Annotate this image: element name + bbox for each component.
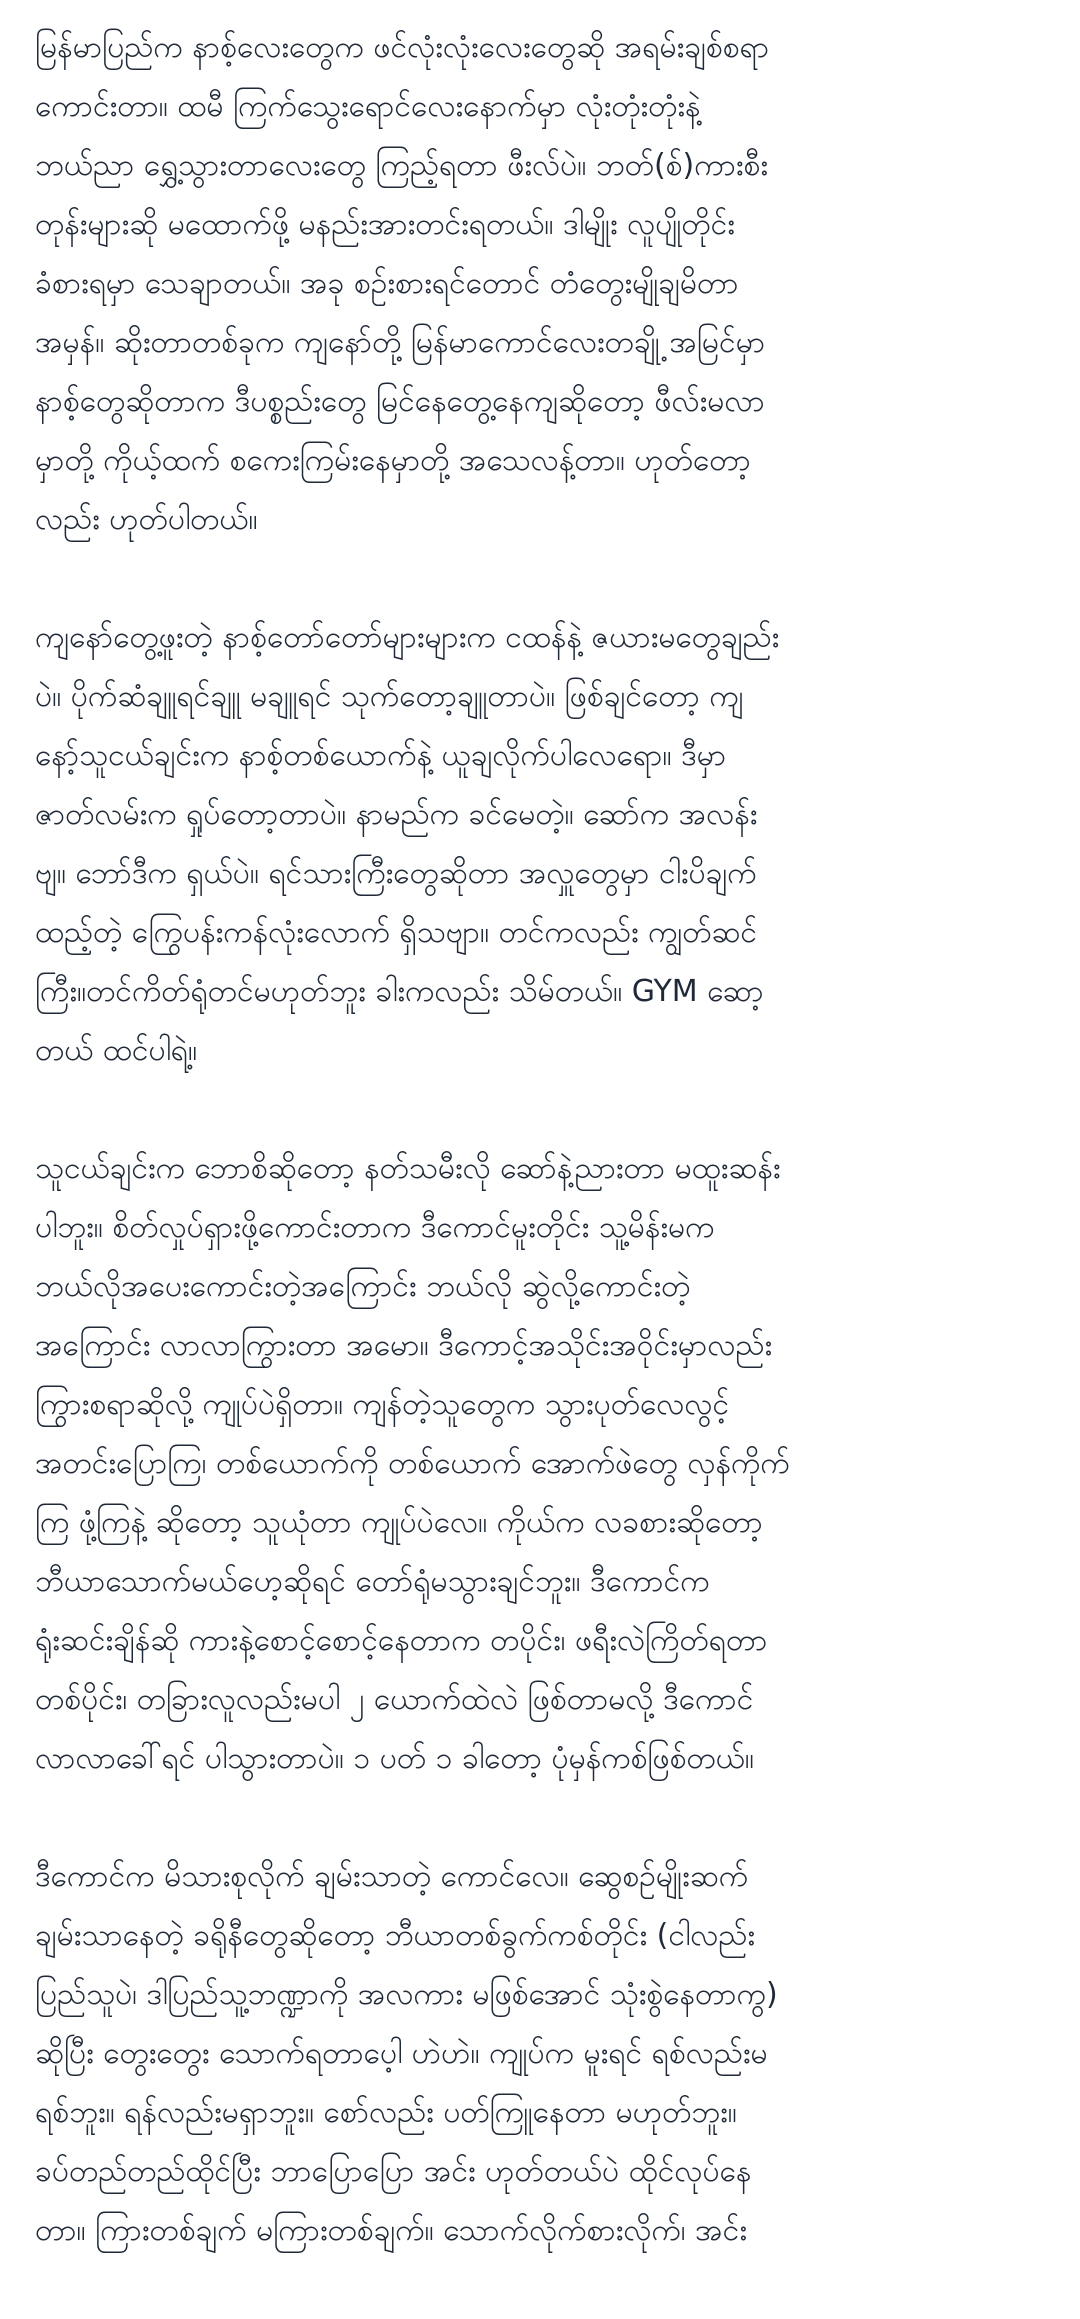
article-paragraph-4: ဒီကောင်က မိသားစုလိုက် ချမ်းသာတဲ့ ကောင်လေ။ ဆွေစဉ်မျိုးဆက် ချမ်းသာနေတဲ့ ခရိုနီတွေဆိုတော့ ဘီယာတစ်ခွက်ကစ်တိုင်း (ငါလည်း ပြည်သူပဲ၊ ဒါပြည်သူ့ဘဏ္ဍာကို အလကား မဖြစ်အောင် သုံးစွဲနေတာကွ) ဆိုပြီး တွေးတွေး သောက်ရတာပေ့ါ ဟဲဟဲ။ ကျုပ်က မူးရင် ရစ်လည်းမ ရစ်ဘူး။ ရန်လည်းမရှာဘူး။ စော်လည်း ပတ်ကြူနေတာ မဟုတ်ဘူး။ ခပ်တည်တည်ထိုင်ပြီး ဘာပြောပြော အင်း ဟုတ်တယ်ပဲ ထိုင်လုပ်နေ တာ။ ကြားတစ်ချက် မကြားတစ်ချက်။ သောက်လိုက်စားလိုက်၊ အင်း bbox=[35, 1859, 778, 2248]
article-body bbox=[35, 18, 1050, 2319]
article-paragraph-1: မြန်မာပြည်က နာစ့်လေးတွေက ဖင်လုံးလုံးလေးတွေဆို အရမ်းချစ်စရာ ကောင်းတာ။ ထမီ ကြက်သွေးရောင်လေးနောက်မှာ လုံးတုံးတုံးနဲ့ ဘယ်ညာ ရွှေ့သွားတာလေးတွေ ကြည့်ရတာ ဖီးလ်ပဲ။ ဘတ်(စ်)ကားစီး တုန်းများဆို မထောက်ဖို့ မနည်းအားတင်းရတယ်။ ဒါမျိုး လူပျိုတိုင်း ခံစားရမှာ သေချာတယ်။ အခု စဉ်းစားရင်တောင် တံတွေးမျိုချမိတာ အမှန်။ ဆိုးတာတစ်ခုက ကျနော်တို့ မြန်မာကောင်လေးတချို့ အမြင်မှာ နာစ့်တွေဆိုတာက ဒီပစ္စည်းတွေ မြင်နေတွေ့နေကျဆိုတော့ ဖီလ်းမလာ မှာတို့ ကိုယ့်ထက် စကေးကြမ်းနေမှာတို့ အသေလန့်တာ။ ဟုတ်တော့ လည်း ဟုတ်ပါတယ်။ bbox=[35, 30, 770, 537]
article-paragraph-2: ကျနော်တွေ့ဖူးတဲ့ နာစ့်တော်တော်များများက ငထန်နဲ့ ဇယားမတွေချည်း ပဲ။ ပိုက်ဆံချူရင်ချူ မချူရင် သုက်တော့ချူတာပဲ။ ဖြစ်ချင်တော့ ကျ နော့်သူငယ်ချင်းက နာစ့်တစ်ယောက်နဲ့ ယူချလိုက်ပါလေရော။ ဒီမှာ ဇာတ်လမ်းက ရှုပ်တော့တာပဲ။ နာမည်က ခင်မေတဲ့။ ဆော်က အလန်း ဗျ။ ဘော်ဒီက ရှယ်ပဲ။ ရင်သားကြီးတွေဆိုတာ အလှူတွေမှာ ငါးပိချက် ထည့်တဲ့ ကြွေပန်းကန်လုံးလောက် ရှိသဗျာ။ တင်ကလည်း ကျွတ်ဆင် ကြီး။တင်ကိတ်ရုံတင်မဟုတ်ဘူး ခါးကလည်း သိမ်တယ်။ GYM ဆော့ တယ် ထင်ပါရဲ့။ bbox=[35, 620, 780, 1068]
article-paragraph-3: သူငယ်ချင်းက ဘောစိဆိုတော့ နတ်သမီးလို ဆော်နဲ့ညားတာ မထူးဆန်း ပါဘူး။ စိတ်လှုပ်ရှားဖို့ကောင်းတာက ဒီကောင်မူးတိုင်း သူ့မိန်းမက ဘယ်လိုအပေးကောင်းတဲ့အကြောင်း ဘယ်လို ဆွဲလို့ကောင်းတဲ့ အကြောင်း လာလာကြွားတာ အမော။ ဒီကောင့်အသိုင်းအဝိုင်းမှာလည်း ကြွားစရာဆိုလို့ ကျုပ်ပဲရှိတာ။ ကျန်တဲ့သူတွေက သွားပုတ်လေလွင့် အတင်းပြောကြ၊ တစ်ယောက်ကို တစ်ယောက် အောက်ဖဲတွေ လှန်ကိုက် ကြ ဖုံ့ကြနဲ့ ဆိုတော့ သူယုံတာ ကျုပ်ပဲလေ။ ကိုယ်က လခစားဆိုတော့ ဘီယာသောက်မယ်ဟေ့ဆိုရင် တော်ရုံမသွားချင်ဘူး။ ဒီကောင်က ရုံးဆင်းချိန်ဆို ကားနဲ့စောင့်စောင့်နေတာက တပိုင်း၊ ဖရီးလဲကြိတ်ရတာ တစ်ပိုင်း၊ တခြားလူလည်းမပါ ၂ ယောက်ထဲလဲ ဖြစ်တာမလို့ ဒီကောင် လာလာခေါ်ရင် ပါသွားတာပဲ။ ၁ ပတ် ၁ ခါတော့ ပုံမှန်ကစ်ဖြစ်တယ်။ bbox=[35, 1151, 790, 1776]
